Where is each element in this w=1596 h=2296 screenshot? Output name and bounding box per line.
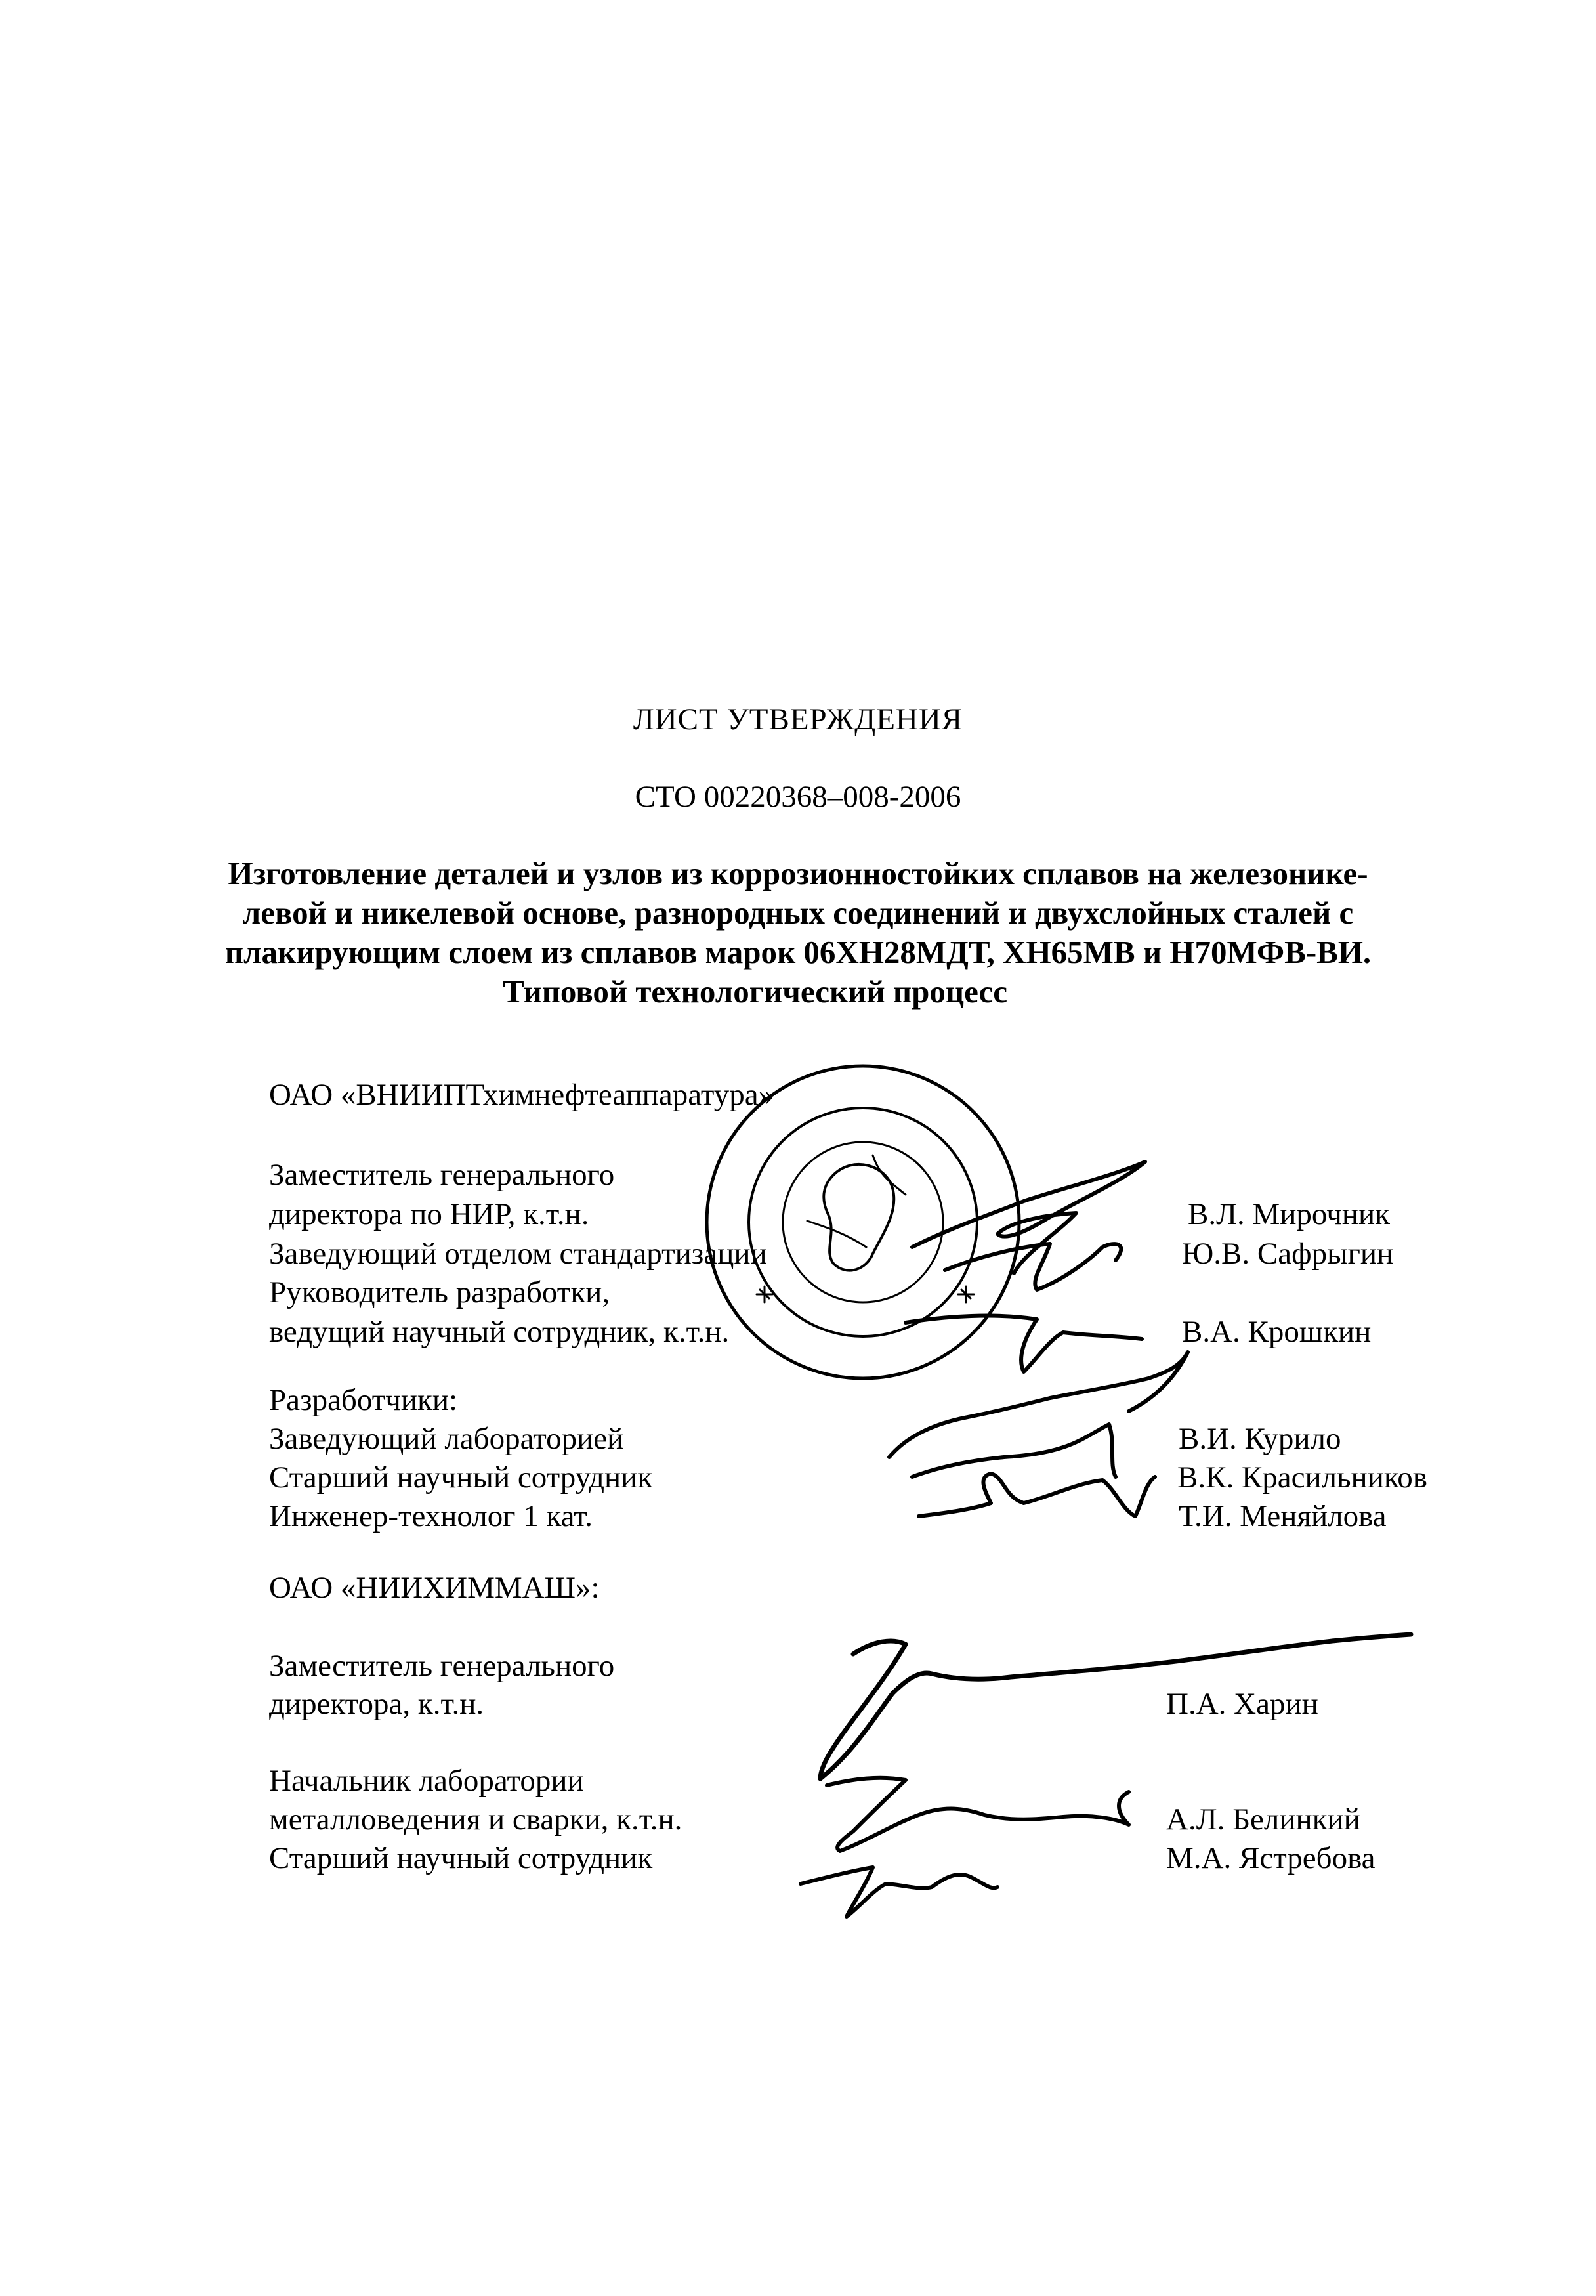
org2-role-2: директора, к.т.н.	[269, 1687, 484, 1721]
signature-yastrebova	[801, 1867, 998, 1917]
subject-line-2: левой и никелевой основе, разнородных соединений и двухслойных сталей с	[242, 895, 1354, 931]
signature-kurilo	[889, 1352, 1188, 1457]
subject-line-4: Типовой технологический процесс	[503, 973, 1007, 1010]
org1-role-4: Руководитель разработки,	[269, 1275, 610, 1309]
developer-name-3: Т.И. Меняйлова	[1179, 1499, 1387, 1533]
developer-role-3: Инженер-технолог 1 кат.	[269, 1499, 593, 1533]
org1-signer-2: Ю.В. Сафрыгин	[1182, 1237, 1394, 1271]
org1-name: ОАО «ВНИИПТхимнефтеаппаратура»	[269, 1078, 774, 1112]
document-title: ЛИСТ УТВЕРЖДЕНИЯ	[633, 702, 963, 736]
org1-role-5: ведущий научный сотрудник, к.т.н.	[269, 1315, 730, 1349]
subject-line-1: Изготовление деталей и узлов из коррозионностойких сплавов на железонике-	[228, 855, 1368, 891]
org2-role-3: Начальник лаборатории	[269, 1764, 584, 1798]
org2-role-4: металловедения и сварки, к.т.н.	[269, 1802, 682, 1837]
developer-name-1: В.И. Курило	[1179, 1422, 1341, 1456]
signature-kharin	[820, 1634, 1411, 1779]
org2-name: ОАО «НИИХИММАШ»:	[269, 1571, 600, 1605]
org1-signer-3: В.А. Крошкин	[1182, 1315, 1372, 1349]
org1-role-3: Заведующий отделом стандартизации	[269, 1237, 767, 1271]
subject-line-3: плакирующим слоем из сплавов марок 06ХН28МДТ, ХН65МВ и Н70МФВ-ВИ.	[224, 934, 1372, 970]
signature-kroshkin	[906, 1316, 1142, 1372]
org1-role-2: директора по НИР, к.т.н.	[269, 1197, 589, 1231]
signature-belinkiy	[827, 1778, 1129, 1851]
org1-signer-1: В.Л. Мирочник	[1188, 1197, 1390, 1231]
org1-role-1: Заместитель генерального	[269, 1158, 615, 1192]
org2-role-1: Заместитель генерального	[269, 1649, 615, 1683]
developer-name-2: В.К. Красильников	[1177, 1460, 1428, 1495]
developer-role-1: Заведующий лабораторией	[269, 1422, 624, 1456]
signature-mirochnik	[912, 1162, 1145, 1273]
signature-krasilnikov	[912, 1424, 1116, 1477]
document-code: СТО 00220368–008-2006	[635, 780, 961, 814]
org2-signer-1: П.А. Харин	[1166, 1687, 1318, 1721]
developer-role-2: Старший научный сотрудник	[269, 1460, 653, 1495]
signature-menyailova	[919, 1474, 1155, 1516]
org2-signer-3: М.А. Ястребова	[1166, 1841, 1376, 1875]
org2-role-5: Старший научный сотрудник	[269, 1841, 653, 1875]
developers-heading: Разработчики:	[269, 1383, 458, 1417]
org2-signer-2: А.Л. Белинкий	[1166, 1802, 1360, 1837]
